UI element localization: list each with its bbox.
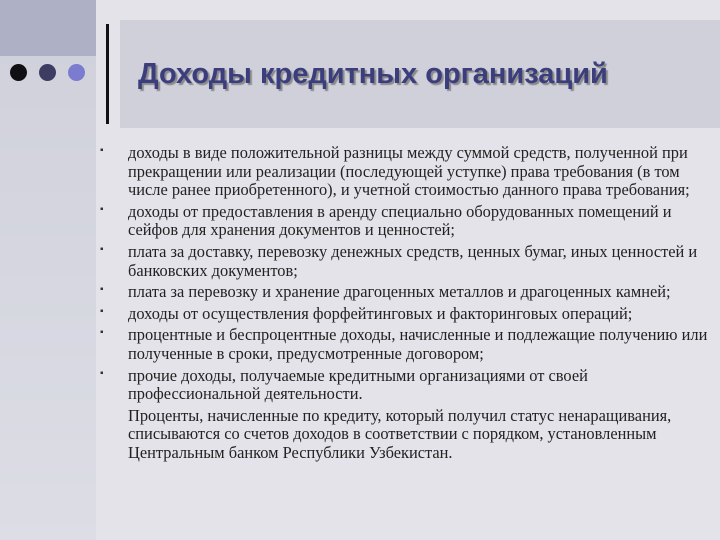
list-item (98, 243, 708, 280)
decor-dots (10, 64, 85, 81)
bullet-icon: ▪ (100, 367, 104, 379)
list-item (98, 144, 708, 200)
list-item (98, 326, 708, 363)
dot-mid-icon (39, 64, 56, 81)
bullet-icon: ▪ (100, 203, 104, 215)
list-item (98, 283, 708, 302)
left-band (0, 0, 96, 540)
bullet-icon: ▪ (100, 145, 104, 156)
list-item-text: доходы в виде положительной разницы между суммой средств, полученной при прекращении или реализации (последующей уступке) права требования (в том числе ранее приобретенного), и учетной стоимостью данного права требования; (128, 143, 690, 200)
list-item-text: доходы от предоставления в аренду специально оборудованных помещений и сейфов для хранения документов и ценностей; (128, 201, 672, 240)
list-item-text: плата за доставку, перевозку денежных средств, ценных бумаг, иных ценностей и банковских документов; (128, 241, 698, 280)
slide-content (98, 144, 708, 463)
closing-paragraph: Проценты, начисленные по кредиту, который получил статус ненаращивания, списываются со счетов доходов в соответствии с порядком, установленным Центральным банком Республики Узбекистан. (128, 405, 672, 462)
bullet-icon: ▪ (100, 284, 104, 296)
dot-light-icon (68, 64, 85, 81)
bullet-icon: ▪ (100, 305, 104, 317)
list-item (98, 367, 708, 404)
top-left-block (0, 0, 96, 56)
dot-dark-icon (10, 64, 27, 81)
list-item (98, 305, 708, 324)
list-item-text: прочие доходы, получаемые кредитными организациями от своей профессиональной деятельности. (128, 365, 588, 404)
bullet-icon: ▪ (100, 243, 104, 255)
list-item-text: плата за перевозку и хранение драгоценных металлов и драгоценных камней; (128, 282, 671, 302)
list-item-text: доходы от осуществления форфейтинговых и факторинговых операций; (128, 303, 633, 323)
list-item-text: процентные и беспроцентные доходы, начисленные и подлежащие получению или полученные в сроки, предусмотренные договором; (128, 325, 708, 363)
slide-title: Доходы кредитных организаций (138, 58, 608, 90)
list-item (98, 203, 708, 240)
title-divider (106, 24, 109, 124)
bullet-icon: ▪ (100, 327, 104, 339)
